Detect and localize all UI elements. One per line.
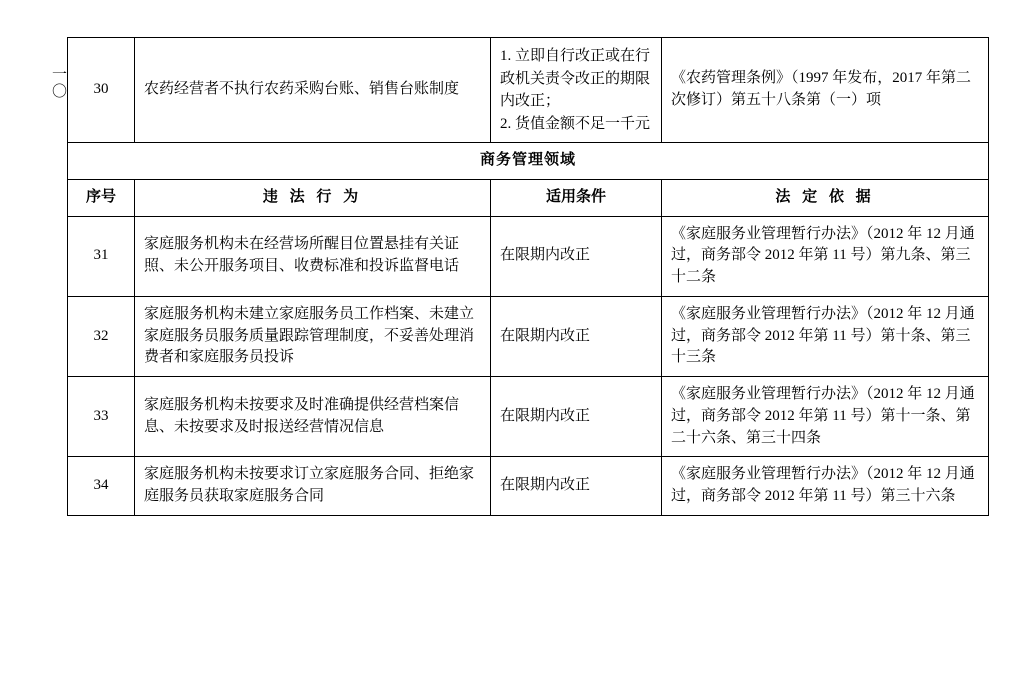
row-condition: 在限期内改正 <box>491 457 662 516</box>
row-action: 家庭服务机构未按要求订立家庭服务合同、拒绝家庭服务员获取家庭服务合同 <box>135 457 491 516</box>
row-law: 《家庭服务业管理暂行办法》（2012 年 12 月通过，商务部令 2012 年第 11 号）第九条、第三十二条 <box>662 216 989 296</box>
row-law: 《家庭服务业管理暂行办法》（2012 年 12 月通过，商务部令 2012 年第 11 号）第十条、第三十三条 <box>662 296 989 376</box>
header-action: 违 法 行 为 <box>135 179 491 216</box>
table-row <box>68 296 989 376</box>
condition-item: 2. 货值金额不足一千元 <box>500 115 651 132</box>
section-title-row <box>68 143 989 180</box>
row-number: 34 <box>68 457 135 516</box>
header-condition: 适用条件 <box>491 179 662 216</box>
row-action: 农药经营者不执行农药采购台账、销售台账制度 <box>135 38 491 143</box>
section-title: 商务管理领域 <box>68 143 989 180</box>
condition-list <box>500 45 652 135</box>
row-number: 33 <box>68 377 135 457</box>
header-law: 法 定 依 据 <box>662 179 989 216</box>
row-condition: 在限期内改正 <box>491 377 662 457</box>
row-condition <box>491 38 662 143</box>
page-number-marker: 一〇 <box>50 66 66 100</box>
row-number: 31 <box>68 216 135 296</box>
row-action: 家庭服务机构未建立家庭服务员工作档案、未建立家庭服务员服务质量跟踪管理制度，不妥善处理消费者和家庭服务员投诉 <box>135 296 491 376</box>
row-law: 《家庭服务业管理暂行办法》（2012 年 12 月通过，商务部令 2012 年第 11 号）第三十六条 <box>662 457 989 516</box>
header-no: 序号 <box>68 179 135 216</box>
row-number: 32 <box>68 296 135 376</box>
regulation-table-wrapper <box>67 37 975 516</box>
table-row <box>68 377 989 457</box>
table-header-row <box>68 179 989 216</box>
row-number: 30 <box>68 38 135 143</box>
row-law: 《农药管理条例》（1997 年发布，2017 年第二次修订）第五十八条第（一）项 <box>662 38 989 143</box>
row-condition: 在限期内改正 <box>491 216 662 296</box>
row-condition: 在限期内改正 <box>491 296 662 376</box>
row-action: 家庭服务机构未按要求及时准确提供经营档案信息、未按要求及时报送经营情况信息 <box>135 377 491 457</box>
table-row <box>68 216 989 296</box>
regulation-table <box>67 37 989 516</box>
condition-item: 1. 立即自行改正或在行政机关责令改正的期限内改正； <box>500 48 651 109</box>
row-action: 家庭服务机构未在经营场所醒目位置悬挂有关证照、未公开服务项目、收费标准和投诉监督电话 <box>135 216 491 296</box>
table-row <box>68 38 989 143</box>
table-row <box>68 457 989 516</box>
row-law: 《家庭服务业管理暂行办法》（2012 年 12 月通过，商务部令 2012 年第 11 号）第十一条、第二十六条、第三十四条 <box>662 377 989 457</box>
